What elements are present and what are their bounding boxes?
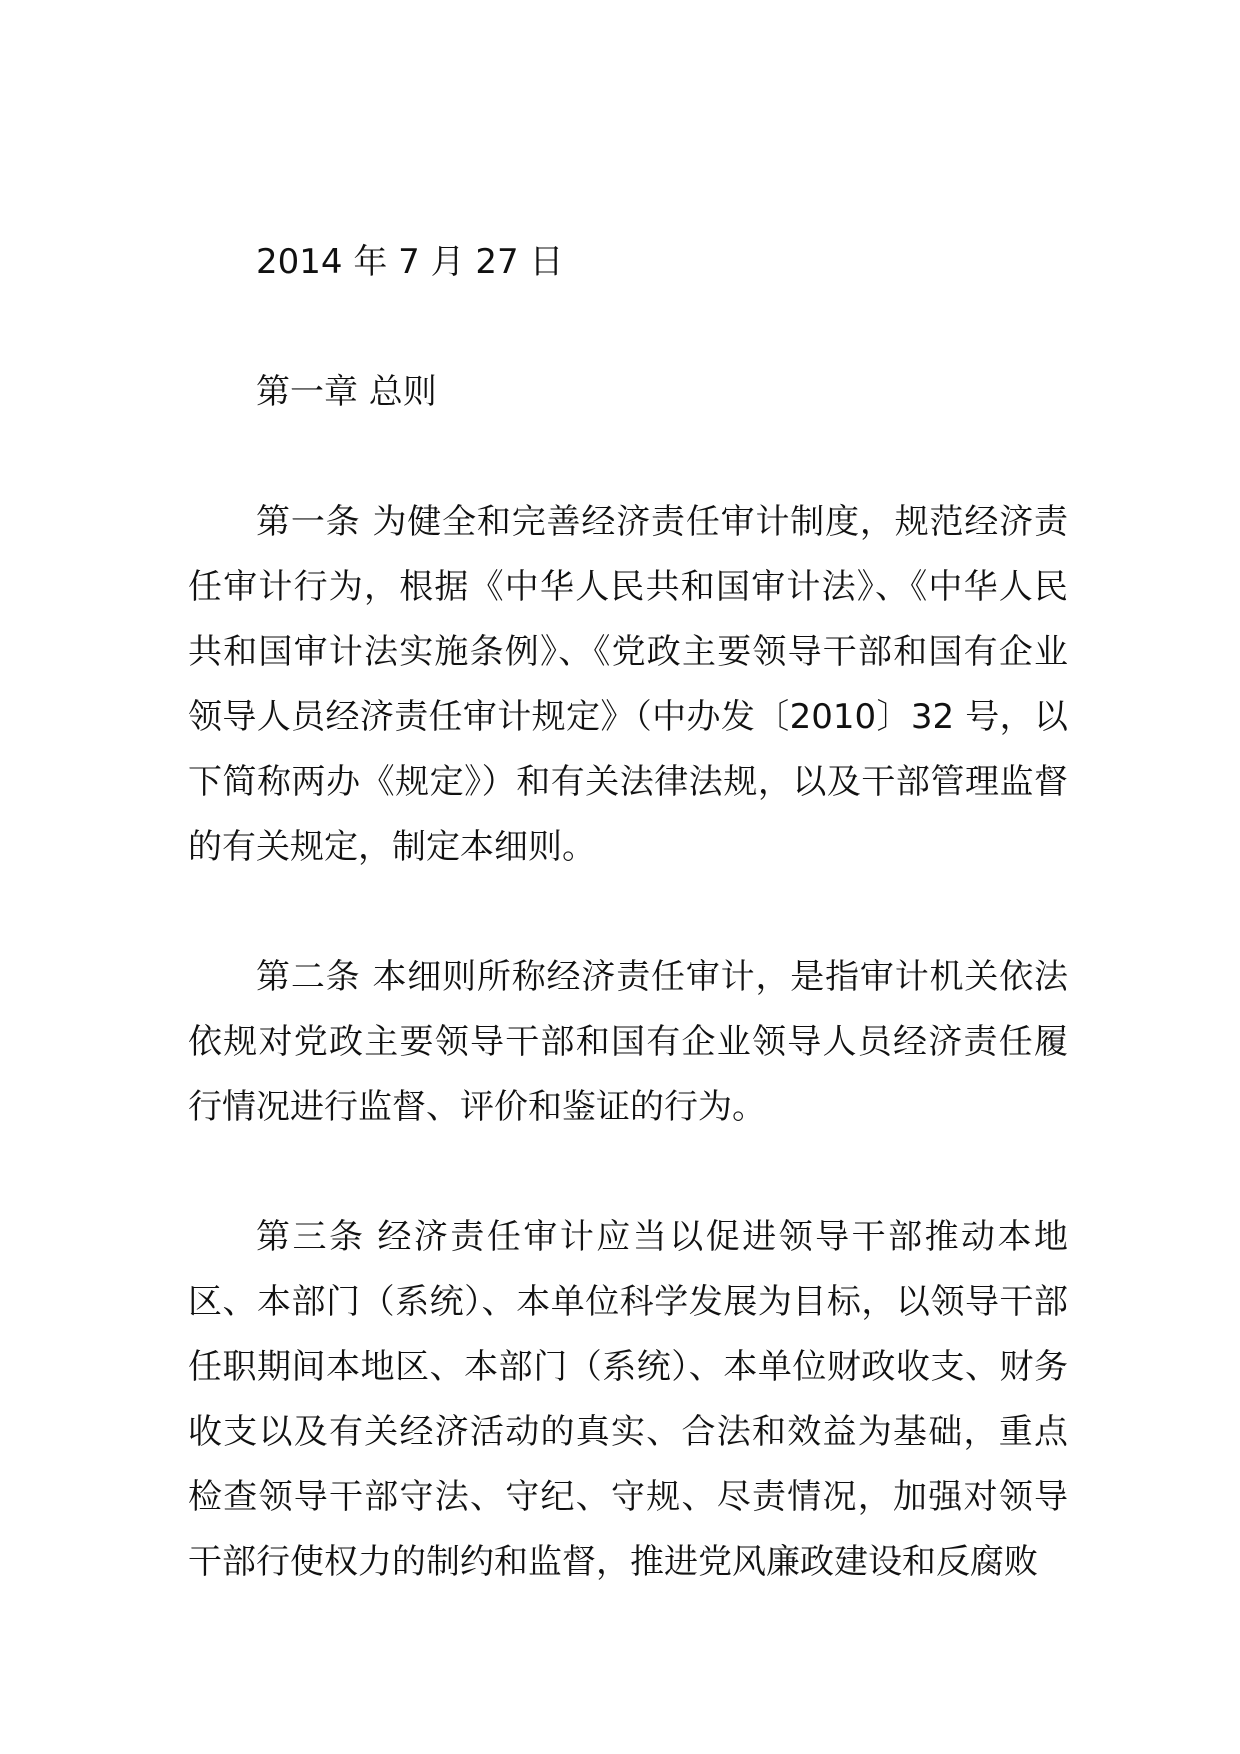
- article-1-text: 为健全和完善经济责任审计制度，规范经济责任审计行为，根据《中华人民共和国审计法》、《中华人民共和国审计法实施条例》、《党政主要领导干部和国有企业领导人员经济责任审计规定》（中办发〔2010〕32 号，以下简称两办《规定》）和有关法律法规，以及干部管理监督的有关规定，制定本细则。: [188, 502, 1069, 867]
- article-3-label: 第三条: [256, 1217, 366, 1257]
- article-3-text: 经济责任审计应当以促进领导干部推动本地区、本部门（系统）、本单位科学发展为目标，以领导干部任职期间本地区、本部门（系统）、本单位财政收支、财务收支以及有关经济活动的真实、合法和效益为基础，重点检查领导干部守法、守纪、守规、尽责情况，加强对领导干部行使权力的制约和监督，推进党风廉政建设和反腐败: [188, 1217, 1069, 1582]
- article-3: [188, 1205, 1068, 1595]
- document-date: 2014 年 7 月 27 日: [256, 242, 564, 282]
- document-body: [188, 230, 1068, 1595]
- article-2: [188, 945, 1068, 1140]
- chapter-heading: 第一章 总则: [256, 372, 437, 412]
- article-2-label: 第二条: [256, 957, 361, 997]
- article-1-label: 第一条: [256, 502, 361, 542]
- article-2-text: 本细则所称经济责任审计，是指审计机关依法依规对党政主要领导干部和国有企业领导人员经济责任履行情况进行监督、评价和鉴证的行为。: [188, 957, 1069, 1127]
- article-1: [188, 490, 1068, 880]
